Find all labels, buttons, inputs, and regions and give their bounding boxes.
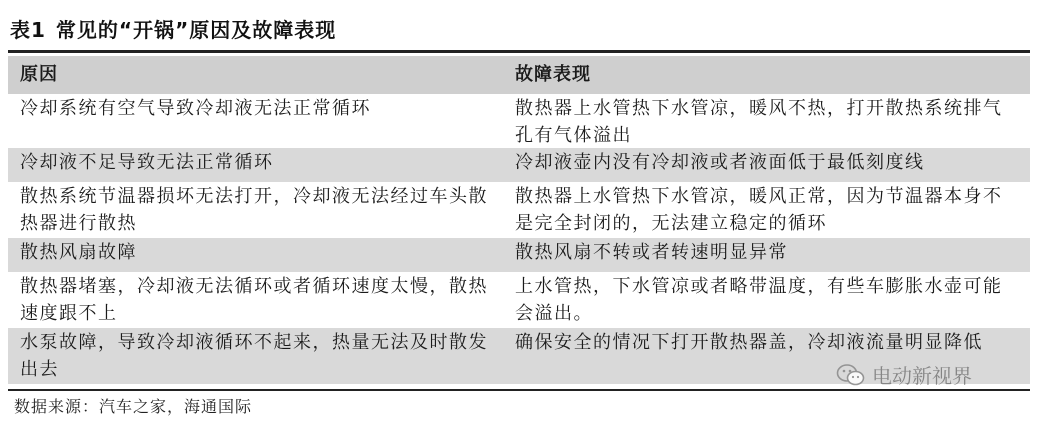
cause-cell: 冷却液不足导致无法正常循环 (20, 152, 274, 173)
cause-cell: 散热系统节温器损坏无法打开，冷却液无法经过车头散热器进行散热 (20, 186, 488, 234)
symptom-cell: 散热器上水管热下水管凉，暖风正常，因为节温器本身不是完全封闭的，无法建立稳定的循环 (515, 186, 1003, 234)
table-row (8, 272, 1030, 328)
table-title (8, 14, 336, 43)
symptom-cell: 确保安全的情况下打开散热器盖，冷却液流量明显降低 (515, 332, 983, 353)
table-row (8, 148, 1030, 182)
bottom-rule (8, 389, 1030, 391)
table-number: 表1 (10, 18, 46, 42)
table-header-row (8, 56, 1030, 94)
table-row (8, 94, 1030, 148)
watermark (836, 360, 972, 389)
symptom-cell: 散热风扇不转或者转速明显异常 (515, 242, 788, 263)
wechat-icon (836, 363, 866, 387)
symptom-cell: 上水管热，下水管凉或者略带温度，有些车膨胀水壶可能会溢出。 (515, 276, 1003, 324)
source-note: 数据来源：汽车之家，海通国际 (14, 397, 253, 416)
table-row (8, 238, 1030, 272)
cause-cell: 水泵故障，导致冷却液循环不起来，热量无法及时散发出去 (20, 332, 488, 380)
symptom-cell: 冷却液壶内没有冷却液或者液面低于最低刻度线 (515, 152, 925, 173)
cause-cell: 冷却系统有空气导致冷却液无法正常循环 (20, 98, 371, 119)
watermark-text: 电动新视界 (872, 364, 972, 388)
cause-cell: 散热器堵塞，冷却液无法循环或者循环速度太慢，散热速度跟不上 (20, 276, 488, 324)
top-rule (8, 50, 1030, 53)
cause-cell: 散热风扇故障 (20, 242, 137, 263)
table-title-text: 常见的“开锅”原因及故障表现 (55, 18, 337, 42)
header-cause: 原因 (20, 64, 58, 85)
header-symptom: 故障表现 (515, 64, 591, 85)
table-row (8, 182, 1030, 238)
symptom-cell: 散热器上水管热下水管凉，暖风不热，打开散热系统排气孔有气体溢出 (515, 98, 1003, 146)
cause-symptom-table (8, 56, 1030, 384)
